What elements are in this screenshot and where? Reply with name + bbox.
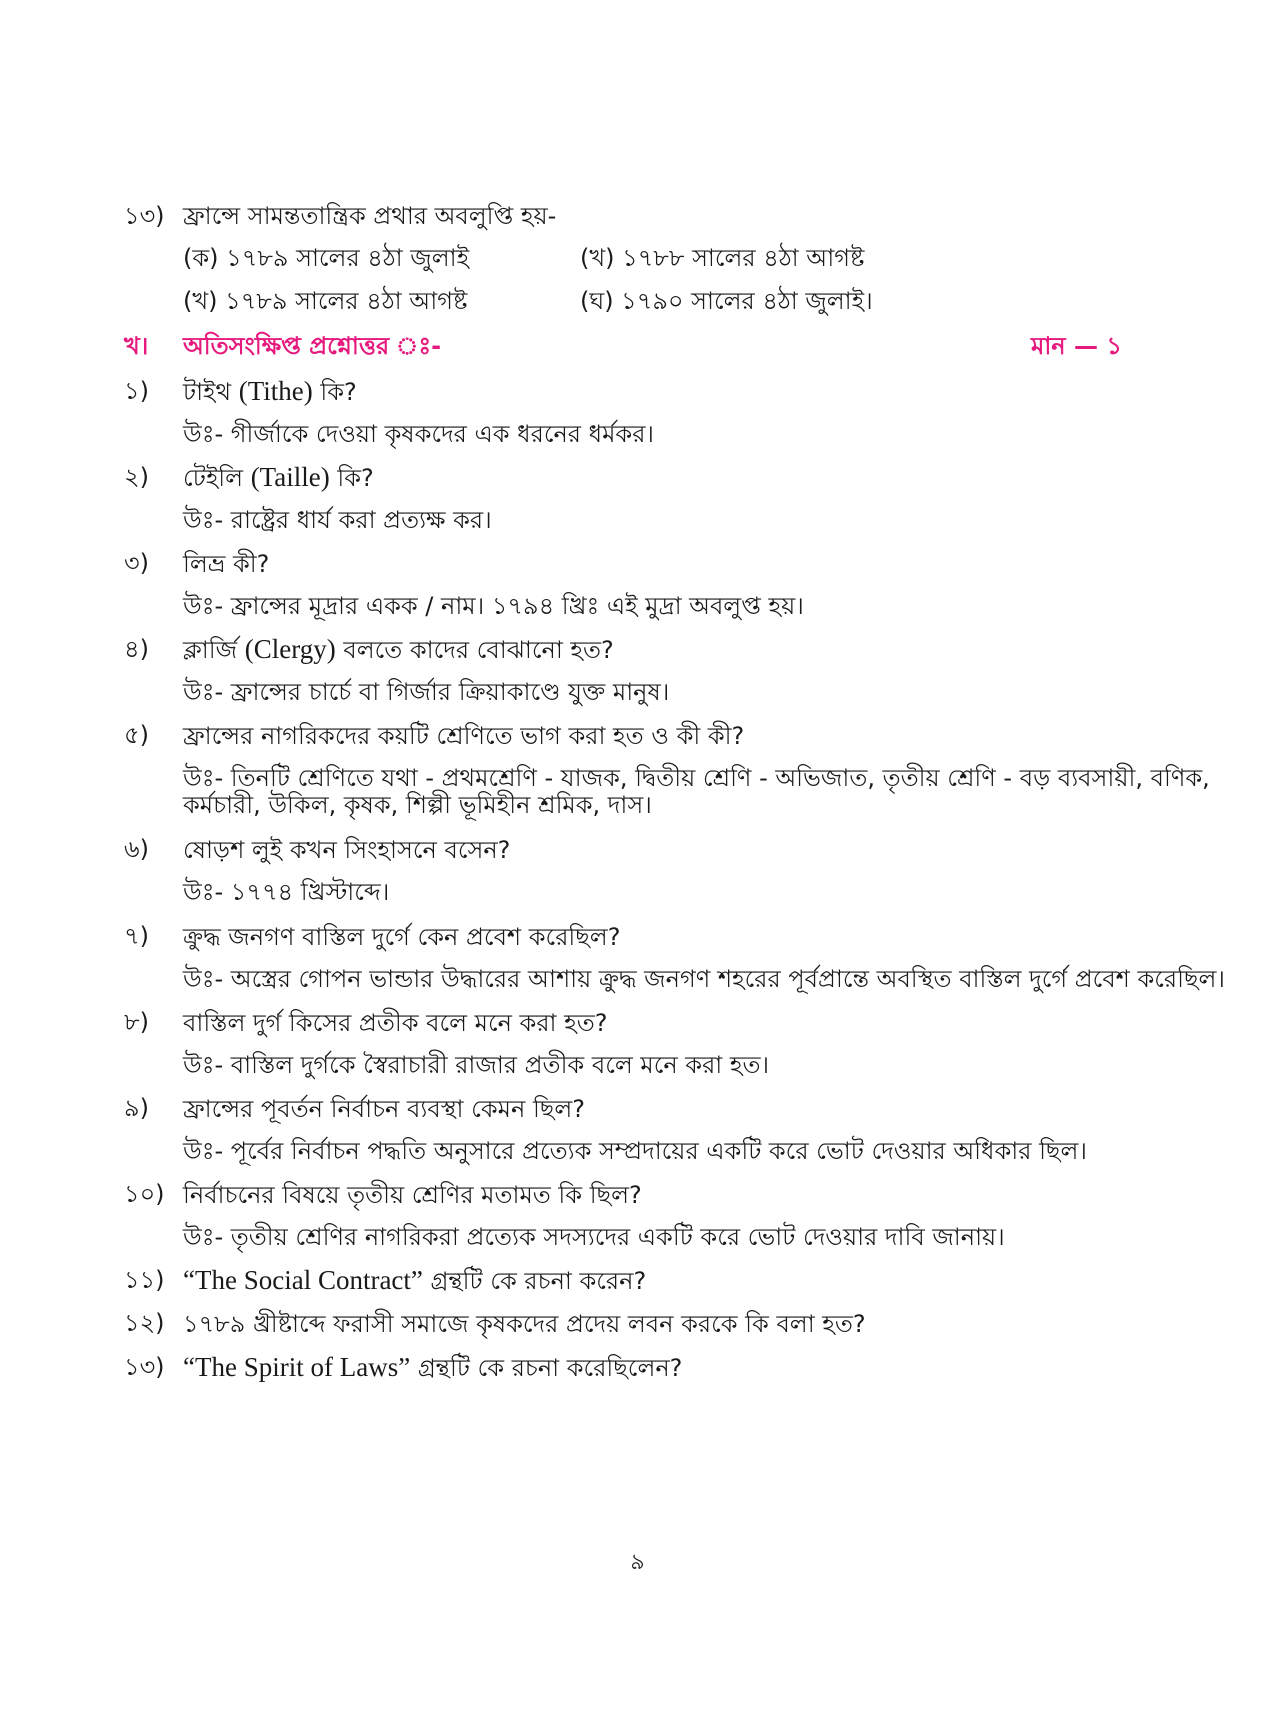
answer-text: উঃ- তৃতীয় শ্রেণির নাগরিকরা প্রত্যেক সদস্যদের একটি করে ভোট দেওয়ার দাবি জানায়। — [183, 1223, 1005, 1251]
question-text — [183, 462, 374, 493]
question-text-part: বলতে কাদের বোঝানো হত? — [335, 636, 614, 664]
answer-text: উঃ- পূর্বের নির্বাচন পদ্ধতি অনুসারে প্রত্যেক সম্প্রদায়ের একটি করে ভোট দেওয়ার অধিকার ছিল। — [183, 1137, 1087, 1165]
question-text-part: ষোড়শ লুই কখন সিংহাসনে বসেন? — [183, 836, 511, 864]
question-latin-term: “The Spirit of Laws” — [183, 1352, 411, 1382]
question-text — [183, 548, 269, 579]
question-text-part: ১৭৮৯ খ্রীষ্টাব্দে ফরাসী সমাজে কৃষকদের প্রদেয় লবন করকে কি বলা হত? — [183, 1310, 866, 1338]
section-marks: মান — ১ — [1031, 332, 1122, 360]
answer-text: উঃ- রাষ্ট্রের ধার্য করা প্রত্যক্ষ কর। — [183, 506, 492, 534]
question-number: ৪) — [124, 635, 149, 663]
question-text — [183, 1179, 642, 1210]
question-text-part: টাইথ — [183, 378, 239, 406]
question-number: ১৩) — [124, 1353, 165, 1381]
question-number: ২) — [124, 463, 149, 491]
question-number: ৭) — [124, 922, 149, 950]
question-text — [183, 376, 357, 407]
question-text-part: টেইলি — [183, 464, 251, 492]
question-text — [183, 834, 510, 865]
answer-text-continued: কর্মচারী, উকিল, কৃষক, শিল্পী ভূমিহীন শ্রমিক, দাস। — [183, 791, 652, 819]
question-number: ১৩) — [124, 202, 165, 230]
question-text — [183, 1308, 866, 1339]
question-text-part: কি? — [312, 378, 357, 406]
question-number: ১২) — [124, 1309, 165, 1337]
section-label: খ। — [124, 332, 149, 360]
question-text-part: ফ্রান্সের পূবর্তন নির্বাচন ব্যবস্থা কেমন ছিল? — [183, 1095, 585, 1123]
question-number: ৮) — [124, 1008, 149, 1036]
question-text — [183, 1007, 608, 1038]
question-text — [183, 1093, 585, 1124]
question-latin-term: “The Social Contract” — [183, 1265, 423, 1295]
question-text-part: ফ্রান্সের নাগরিকদের কয়টি শ্রেণিতে ভাগ করা হত ও কী কী? — [183, 722, 745, 750]
page-number: ৯ — [630, 1550, 645, 1575]
question-text — [183, 634, 614, 665]
mcq-option-c: (খ) ১৭৮৯ সালের ৪ঠা আগষ্ট — [183, 287, 468, 315]
question-text — [183, 1352, 682, 1383]
question-text-part: লিভ্র কী? — [183, 550, 270, 578]
question-number: ১০) — [124, 1180, 165, 1208]
mcq-option-d: (ঘ) ১৭৯০ সালের ৪ঠা জুলাই। — [580, 287, 873, 315]
question-number: ১) — [124, 377, 149, 405]
question-number: ৩) — [124, 549, 149, 577]
mcq-option-a: (ক) ১৭৮৯ সালের ৪ঠা জুলাই — [183, 244, 470, 272]
question-number: ৬) — [124, 835, 149, 863]
mcq-option-b: (খ) ১৭৮৮ সালের ৪ঠা আগষ্ট — [580, 244, 865, 272]
question-text-part: ক্লার্জি — [183, 636, 245, 664]
question-latin-term: (Taille) — [250, 462, 330, 492]
question-text-part: ক্রুদ্ধ জনগণ বাস্তিল দুর্গে কেন প্রবেশ করেছিল? — [183, 923, 621, 951]
section-title: অতিসংক্ষিপ্ত প্রশ্নোত্তর ঃ- — [183, 332, 442, 360]
answer-text: উঃ- বাস্তিল দুর্গকে স্বৈরাচারী রাজার প্রতীক বলে মনে করা হত। — [183, 1051, 770, 1079]
question-text-part: গ্রন্থটি কে রচনা করেন? — [422, 1267, 647, 1295]
question-text-part: নির্বাচনের বিষয়ে তৃতীয় শ্রেণির মতামত কি ছিল? — [183, 1181, 642, 1209]
answer-text: উঃ- ১৭৭৪ খ্রিস্টাব্দে। — [183, 878, 390, 906]
answer-text: উঃ- ফ্রান্সের মূদ্রার একক / নাম। ১৭৯৪ খ্রিঃ এই মুদ্রা অবলুপ্ত হয়। — [183, 592, 804, 620]
question-text — [183, 1265, 646, 1296]
question-text — [183, 720, 744, 751]
answer-text: উঃ- গীর্জাকে দেওয়া কৃষকদের এক ধরনের ধর্মকর। — [183, 420, 654, 448]
question-text: ফ্রান্সে সামন্ততান্ত্রিক প্রথার অবলুপ্তি হয়- — [183, 202, 557, 230]
question-latin-term: (Tithe) — [238, 376, 313, 406]
question-text-part: গ্রন্থটি কে রচনা করেছিলেন? — [410, 1354, 683, 1382]
answer-text: উঃ- তিনটি শ্রেণিতে যথা - প্রথমশ্রেণি - যাজক, দ্বিতীয় শ্রেণি - অভিজাত, তৃতীয় শ্রেণি - বড় ব্যবসায়ী, বণিক, — [183, 764, 1210, 792]
question-text-part: কি? — [329, 464, 374, 492]
question-text — [183, 921, 620, 952]
question-number: ৯) — [124, 1094, 149, 1122]
question-latin-term: (Clergy) — [244, 634, 336, 664]
answer-text: উঃ- অস্ত্রের গোপন ভান্ডার উদ্ধারের আশায় ক্রুদ্ধ জনগণ শহরের পূর্বপ্রান্তে অবস্থিত বাস্তিল দুর্গে প্রবেশ করেছিল। — [183, 965, 1226, 993]
question-number: ১১) — [124, 1266, 165, 1294]
answer-text: উঃ- ফ্রান্সের চার্চে বা গির্জার ক্রিয়াকাণ্ডে যুক্ত মানুষ। — [183, 678, 670, 706]
question-text-part: বাস্তিল দুর্গ কিসের প্রতীক বলে মনে করা হত? — [183, 1009, 608, 1037]
question-number: ৫) — [124, 721, 149, 749]
